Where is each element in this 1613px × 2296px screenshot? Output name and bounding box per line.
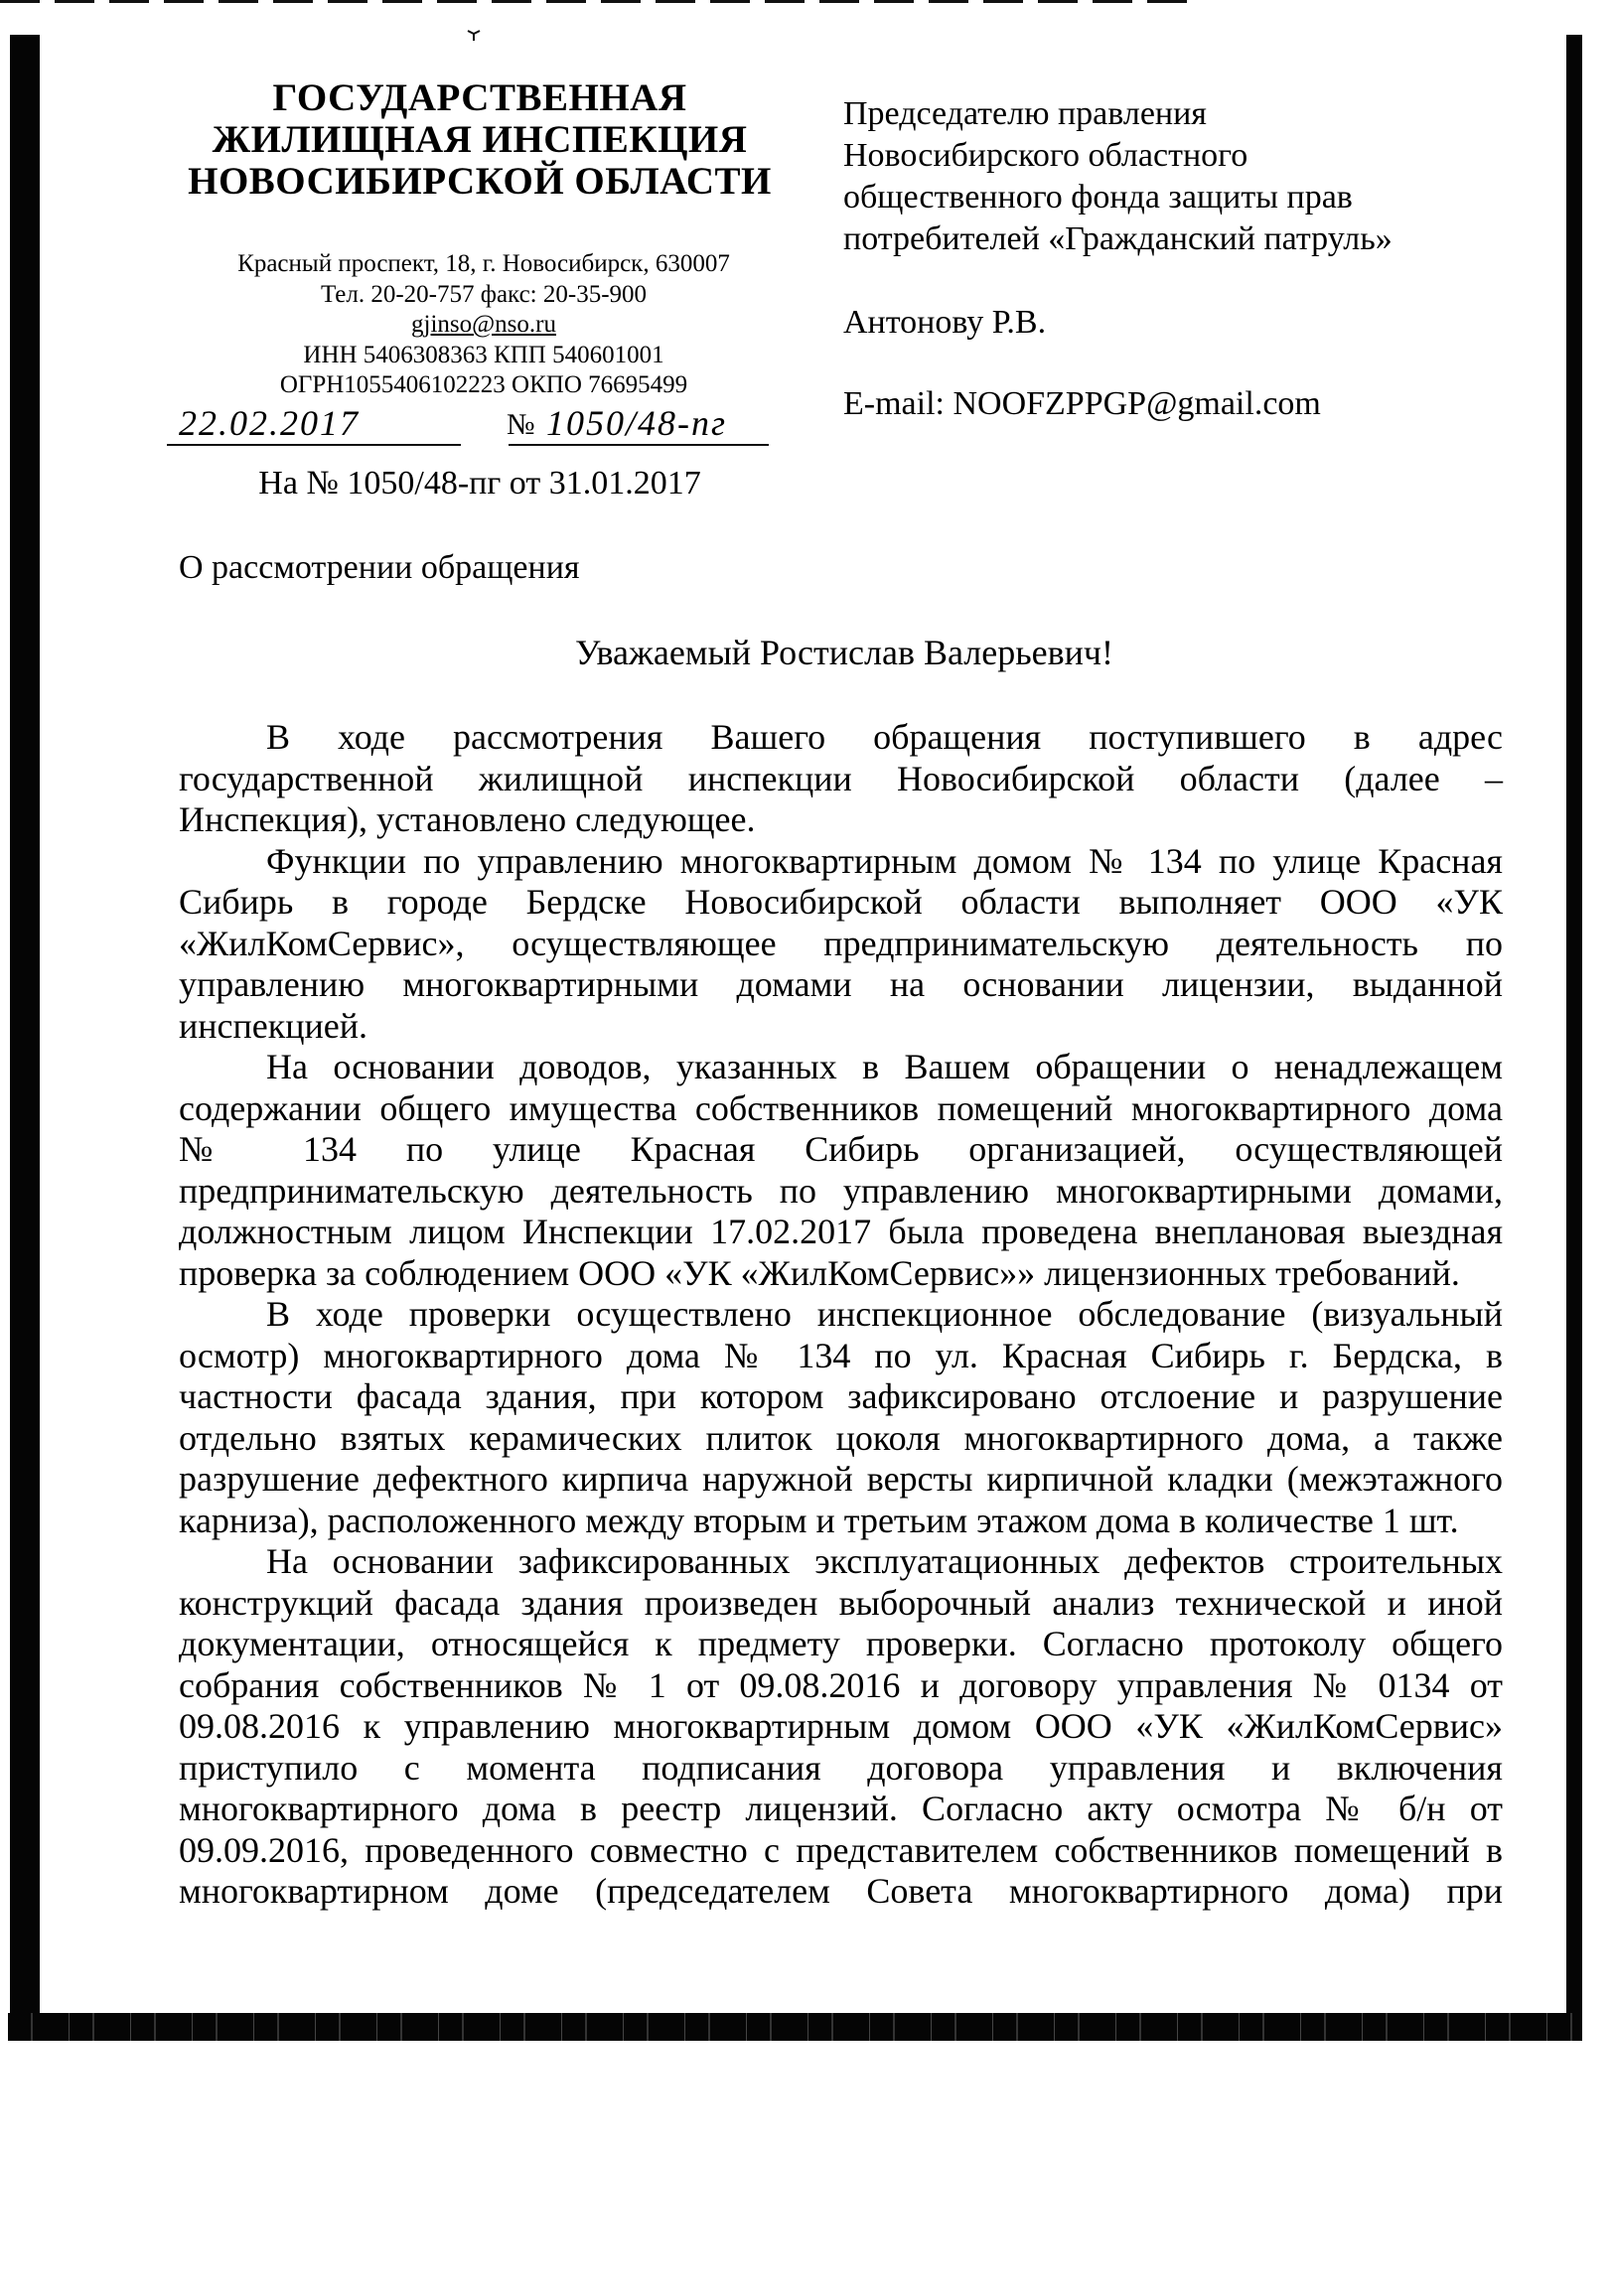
paragraph (179, 1047, 1503, 1294)
body-line: «ЖилКомСервис», осуществляющее предпринимательскую деятельность по (179, 923, 1503, 963)
body-line: На основании зафиксированных эксплуатационных дефектов строительных (266, 1541, 1503, 1581)
body-line: приступило с момента подписания договора управления и включения (179, 1747, 1503, 1788)
outgoing-number: 1050/48-пг (546, 403, 728, 443)
body-line: содержании общего имущества собственников помещений многоквартирного дома (179, 1087, 1503, 1128)
number-underline (509, 444, 769, 446)
body-line: На основании доводов, указанных в Вашем обращении о ненадлежащем (266, 1047, 1503, 1086)
letter-body (179, 717, 1503, 1913)
body-line: № 134 по улице Красная Сибирь организацией, осуществляющей (179, 1129, 1503, 1169)
number-sign: № (507, 408, 535, 441)
org-line: НОВОСИБИРСКОЙ ОБЛАСТИ (188, 160, 772, 203)
recipient-block (843, 93, 1539, 425)
body-line: В ходе проверки осуществлено инспекционное обследование (визуальный (266, 1294, 1503, 1334)
body-line: предпринимательскую деятельность по управлению многоквартирными домами, (179, 1170, 1503, 1211)
body-line: частности фасада здания, при котором зафиксировано отслоение и разрушение (179, 1376, 1503, 1416)
recipient-line: потребителей «Гражданский патруль» (843, 220, 1393, 257)
body-line: Сибирь в городе Бердске Новосибирской области выполняет ООО «УК (179, 882, 1503, 922)
greeting: Уважаемый Ростислав Валерьевич! (575, 633, 1113, 672)
recipient-email: E-mail: NOOFZPPGP@gmail.com (843, 385, 1321, 422)
recipient-name: Антонову Р.В. (843, 304, 1047, 341)
organization-name (182, 77, 778, 203)
recipient-line: Новосибирского областного (843, 137, 1248, 174)
date-underline (167, 444, 461, 446)
inn-kpp: ИНН 5406308363 КПП 540601001 (303, 341, 664, 368)
scan-border-right (1566, 35, 1582, 2041)
registration-line (179, 402, 775, 446)
paragraph (179, 841, 1503, 1048)
scan-mark-icon (467, 28, 481, 42)
paragraph (179, 717, 1503, 841)
incoming-reference: На № 1050/48-пг от 31.01.2017 (258, 465, 701, 502)
body-line: управлению многоквартирными домами на основании лицензии, выданной (179, 964, 1503, 1004)
scan-edge-top (0, 0, 1192, 3)
scan-border-left (10, 35, 40, 2041)
body-line: карниза), расположенного между вторым и третьим этажом дома в количестве 1 шт. (179, 1500, 1459, 1540)
body-line: документации, относящейся к предмету проверки. Согласно протоколу общего (179, 1624, 1503, 1663)
paragraph (179, 1541, 1503, 1913)
body-line: В ходе рассмотрения Вашего обращения поступившего в адрес (266, 717, 1503, 757)
body-line: должностным лицом Инспекции 17.02.2017 была проведена внеплановая выездная (179, 1212, 1503, 1251)
letter-subject: О рассмотрении обращения (179, 549, 580, 586)
body-line: отдельно взятых керамических плиток цоколя многоквартирного дома, а также (179, 1417, 1503, 1458)
body-line: осмотр) многоквартирного дома № 134 по ул. Красная Сибирь г. Бердска, в (179, 1335, 1503, 1375)
body-line: многоквартирного дома в реестр лицензий. Согласно акту осмотра № б/н от (179, 1789, 1503, 1828)
body-line: конструкций фасада здания произведен выборочный анализ технической и иной (179, 1582, 1503, 1623)
org-line: ЖИЛИЩНАЯ ИНСПЕКЦИЯ (212, 118, 748, 161)
recipient-line: общественного фонда защиты прав (843, 179, 1353, 215)
body-line: 09.08.2016 к управлению многоквартирным домом ООО «УК «ЖилКомСервис» (179, 1706, 1503, 1746)
body-line: разрушение дефектного кирпича наружной версты кирпичной кладки (межэтажного (179, 1459, 1503, 1499)
org-email-link[interactable]: gjinso@nso.ru (411, 311, 556, 338)
body-line: Инспекция), установлено следующее. (179, 799, 756, 839)
paragraph (179, 1294, 1503, 1541)
body-line: Функции по управлению многоквартирным домом № 134 по улице Красная (266, 840, 1503, 881)
outgoing-date: 22.02.2017 (179, 403, 360, 443)
organization-contacts (182, 249, 786, 401)
body-line: собрания собственников № 1 от 09.08.2016 и договору управления № 0134 от (179, 1664, 1503, 1705)
scan-border-bottom (8, 2013, 1582, 2041)
org-line: ГОСУДАРСТВЕННАЯ (272, 76, 687, 119)
address: Красный проспект, 18, г. Новосибирск, 630007 (237, 250, 730, 277)
body-line: проверка за соблюдением ООО «УК «ЖилКомСервис»» лицензионных требований. (179, 1252, 1460, 1293)
phone-fax: Тел. 20-20-757 факс: 20-35-900 (320, 280, 648, 308)
body-line: инспекцией. (179, 1005, 368, 1046)
body-line: 09.09.2016, проведенного совместно с представителем собственников помещений в (179, 1829, 1503, 1870)
ogrn-okpo: ОГРН1055406102223 ОКПО 76695499 (279, 371, 688, 398)
recipient-line: Председателю правления (843, 95, 1207, 132)
body-line: государственной жилищной инспекции Новосибирской области (далее – (179, 758, 1503, 798)
body-line: многоквартирном доме (председателем Совета многоквартирного дома) при (179, 1871, 1503, 1911)
